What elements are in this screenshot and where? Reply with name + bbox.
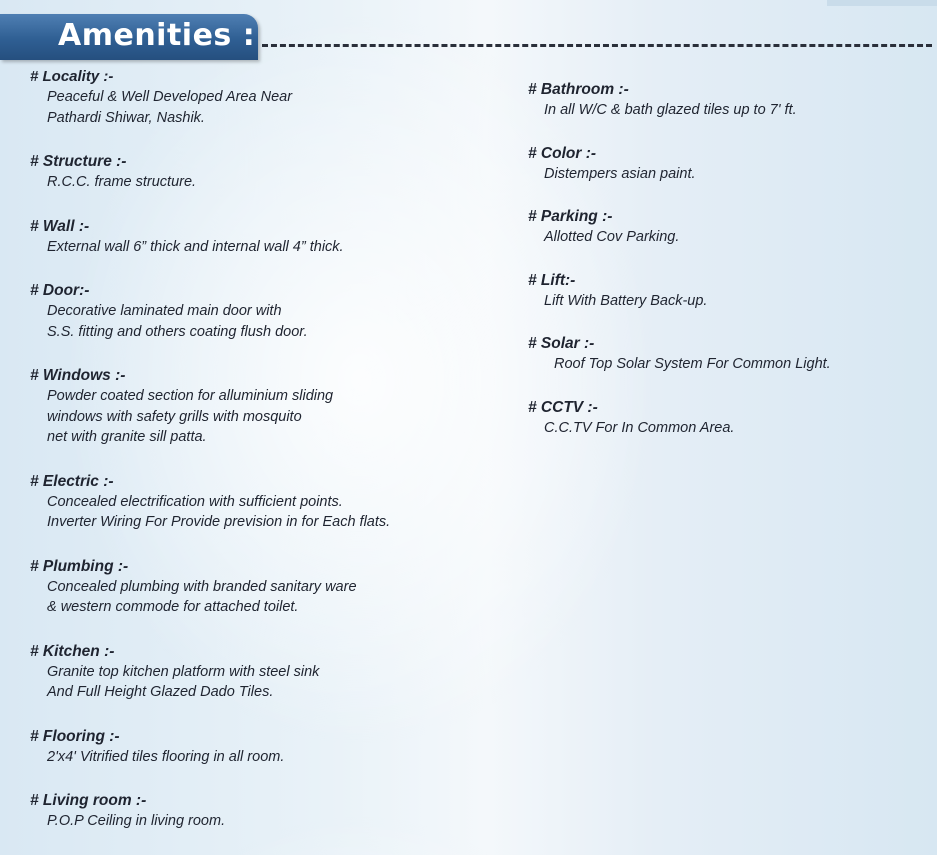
amenity-description: Lift With Battery Back-up. — [544, 292, 708, 309]
amenity-item — [30, 726, 510, 768]
amenity-title: # Living room :- — [30, 792, 147, 809]
amenity-item — [30, 790, 510, 832]
amenity-description: Decorative laminated main door with — [47, 303, 282, 319]
amenity-title: # Color :- — [528, 144, 597, 162]
amenity-title: # Bathroom :- — [528, 81, 629, 98]
right-column — [528, 79, 928, 460]
amenity-title: # Door:- — [30, 282, 90, 299]
amenity-title: # Locality :- — [30, 68, 114, 85]
dashed-rule — [262, 44, 932, 47]
amenity-item — [30, 365, 510, 448]
amenity-title: # Structure :- — [30, 153, 127, 170]
amenity-description: windows with safety grills with mosquito — [47, 408, 302, 425]
amenity-item — [528, 143, 928, 185]
left-column — [30, 66, 510, 855]
amenity-description: C.C.TV For In Common Area. — [544, 419, 735, 436]
amenity-item — [30, 66, 510, 128]
amenity-title: # Parking :- — [528, 208, 613, 225]
amenity-item — [528, 397, 928, 439]
amenity-description: And Full Height Glazed Dado Tiles. — [47, 684, 274, 700]
amenity-title: # Lift:- — [528, 271, 576, 289]
amenity-description: Granite top kitchen platform with steel sink — [47, 663, 320, 680]
amenity-item — [30, 556, 510, 618]
amenity-description: Powder coated section for alluminium sliding — [47, 388, 334, 404]
amenity-title: # Plumbing :- — [30, 557, 129, 575]
amenity-item — [528, 79, 928, 121]
amenity-item — [30, 280, 510, 342]
amenity-description: Pathardi Shiwar, Nashik. — [47, 109, 205, 126]
amenity-description: Distempers asian paint. — [544, 165, 696, 182]
corner-accent — [827, 0, 937, 6]
amenity-description: 2'x4' Vitrified tiles flooring in all room. — [47, 748, 285, 765]
amenity-description: & western commode for attached toilet. — [47, 599, 299, 615]
amenity-title: # CCTV :- — [528, 398, 598, 416]
amenity-title: # Windows :- — [30, 367, 126, 384]
amenity-item — [30, 471, 510, 533]
amenity-description: Roof Top Solar System For Common Light. — [554, 356, 831, 372]
amenity-description: Concealed electrification with sufficient points. — [47, 493, 343, 510]
amenity-description: P.O.P Ceiling in living room. — [47, 813, 226, 829]
amenity-description: Peaceful & Well Developed Area Near — [47, 89, 293, 105]
amenity-item — [528, 270, 928, 312]
page-title: Amenities : — [58, 18, 256, 53]
amenity-item — [30, 641, 510, 703]
amenity-title: # Kitchen :- — [30, 642, 115, 660]
amenity-description: In all W/C & bath glazed tiles up to 7' ft. — [544, 102, 797, 118]
amenity-item — [30, 151, 510, 193]
amenity-item — [528, 333, 928, 375]
amenity-description: net with granite sill patta. — [47, 429, 207, 445]
amenity-item — [528, 206, 928, 248]
amenity-description: R.C.C. frame structure. — [47, 174, 197, 190]
amenity-description: External wall 6” thick and internal wall 4” thick. — [47, 238, 344, 255]
amenity-description: Allotted Cov Parking. — [544, 229, 680, 245]
amenity-title: # Electric :- — [30, 472, 114, 490]
amenity-title: # Wall :- — [30, 217, 90, 235]
header — [0, 0, 937, 70]
amenity-title: # Flooring :- — [30, 727, 120, 745]
amenity-item — [30, 216, 510, 258]
amenity-title: # Solar :- — [528, 335, 595, 352]
amenity-description: S.S. fitting and others coating flush door. — [47, 323, 308, 340]
amenity-description: Concealed plumbing with branded sanitary ware — [47, 578, 357, 595]
amenity-description: Inverter Wiring For Provide prevision in for Each flats. — [47, 514, 391, 530]
